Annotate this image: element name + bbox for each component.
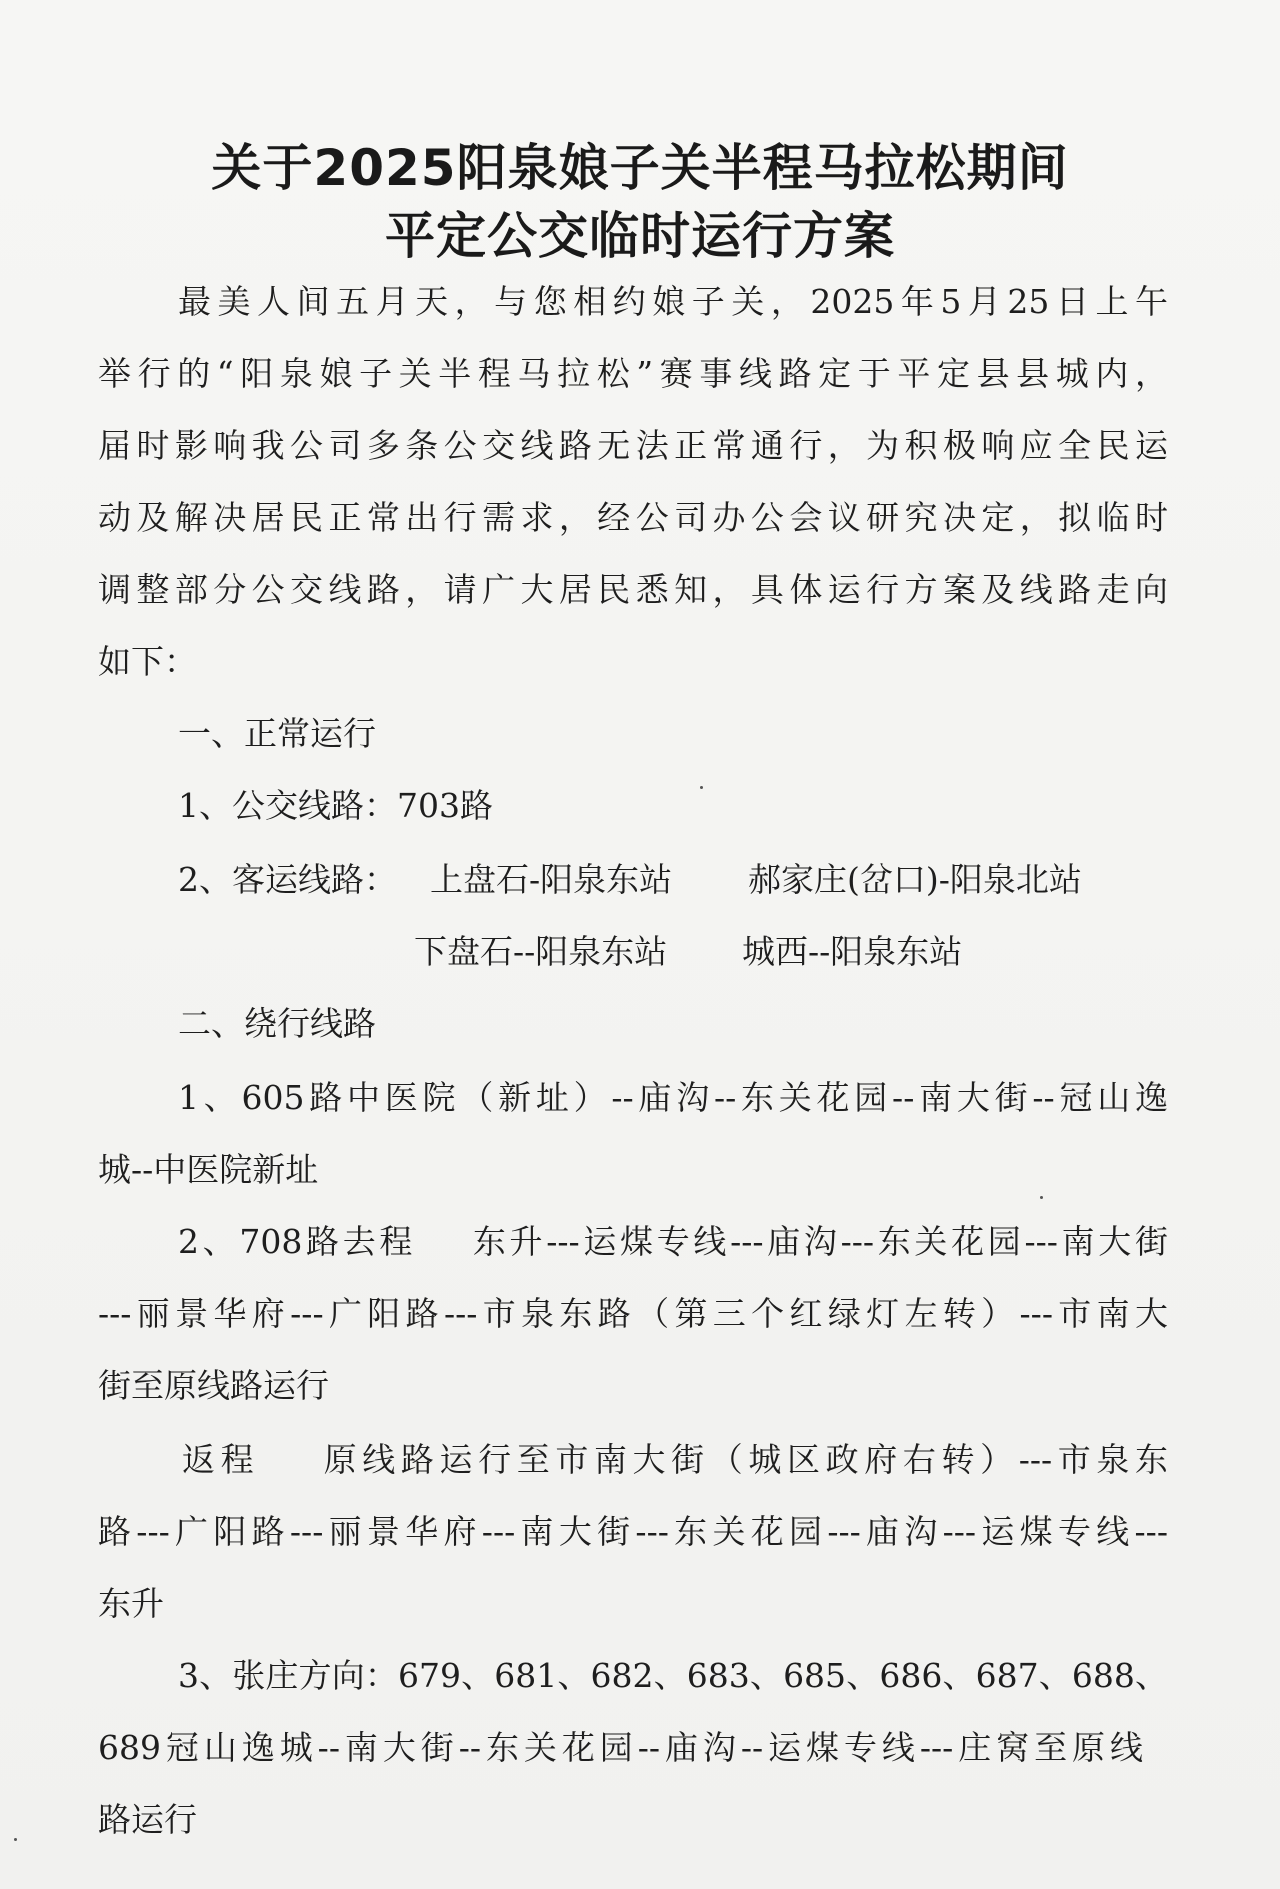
scan-speck <box>14 1838 17 1841</box>
section1-route-3: 下盘石--阳泉东站 <box>414 932 668 971</box>
route708-out-line-2: ---丽景华府---广阳路---市泉东路（第三个红绿灯左转）---市南大 <box>98 1294 1168 1333</box>
route605-line-1: 1、605路中医院（新址）--庙沟--东关花园--南大街--冠山逸 <box>178 1078 1168 1117</box>
zhangzhuang-line-2: 689冠山逸城--南大街--东关花园--庙沟--运煤专线---庄窝至原线 <box>98 1728 1143 1767</box>
intro-line-6: 如下： <box>98 642 197 681</box>
title-line-1: 关于2025阳泉娘子关半程马拉松期间 <box>211 139 1069 197</box>
intro-line-5: 调整部分公交线路，请广大居民悉知，具体运行方案及线路走向 <box>98 570 1168 609</box>
title-line-2: 平定公交临时运行方案 <box>385 207 895 265</box>
section1-route-2: 郝家庄(岔口)-阳泉北站 <box>748 860 1082 899</box>
route708-back-line-3: 东升 <box>98 1584 164 1623</box>
route605-line-2: 城--中医院新址 <box>98 1150 319 1189</box>
section1-route-4: 城西--阳泉东站 <box>742 932 963 971</box>
section1-route-1: 上盘石-阳泉东站 <box>430 860 673 899</box>
section2-heading: 二、绕行线路 <box>178 1004 376 1043</box>
section1-heading: 一、正常运行 <box>178 714 376 753</box>
intro-line-3: 届时影响我公司多条公交线路无法正常通行，为积极响应全民运 <box>98 426 1168 465</box>
zhangzhuang-line-3: 路运行 <box>98 1800 197 1839</box>
route708-back-line-2: 路---广阳路---丽景华府---南大街---东关花园---庙沟---运煤专线--- <box>98 1512 1168 1551</box>
zhangzhuang-line-1: 3、张庄方向：679、681、682、683、685、686、687、688、 <box>178 1656 1168 1695</box>
intro-line-4: 动及解决居民正常出行需求，经公司办公会议研究决定，拟临时 <box>98 498 1168 537</box>
route708-out-line-1: 2、708路去程 东升---运煤专线---庙沟---东关花园---南大街 <box>178 1222 1168 1261</box>
route708-out-line-3: 街至原线路运行 <box>98 1366 329 1405</box>
intro-line-1: 最美人间五月天，与您相约娘子关，2025年5月25日上午 <box>178 282 1168 321</box>
section1-item1: 1、公交线路：703路 <box>178 786 493 825</box>
section1-item2-label: 2、客运线路： <box>178 860 397 899</box>
intro-line-2: 举行的“阳泉娘子关半程马拉松”赛事线路定于平定县县城内， <box>98 354 1168 393</box>
scan-speck <box>1040 1196 1043 1199</box>
route708-back-line-1: 返程 原线路运行至市南大街（城区政府右转）---市泉东 <box>182 1440 1168 1479</box>
scan-speck <box>700 786 703 789</box>
